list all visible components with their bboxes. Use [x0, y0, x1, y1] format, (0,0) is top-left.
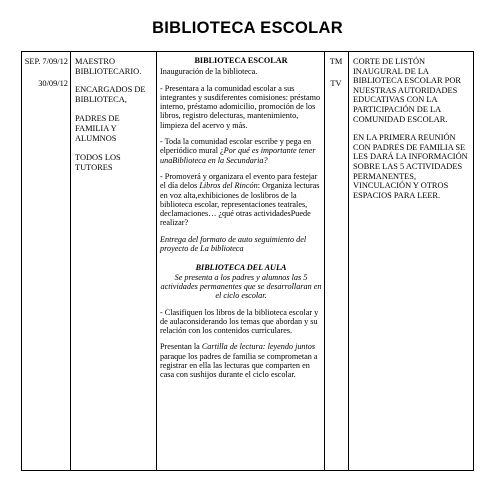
responsible-cell: PADRES DE FAMILIA Y ALUMNOS	[75, 114, 120, 143]
observations-column	[353, 57, 471, 207]
activity-text: Presentan la Cartilla de lectura: leyendo juntos paraque los padres de familia se comprometan a registrar en ella las lecturas que comparten en casa con sushijos durante el ciclo escolar.	[160, 342, 318, 380]
technique-cell: TV	[330, 78, 342, 88]
date-cell: SEP. 7/09/12	[24, 57, 68, 66]
date-cell: 30/09/12	[38, 78, 68, 88]
date-column	[24, 57, 68, 95]
column-divider	[156, 52, 157, 470]
technique-column	[326, 57, 346, 95]
activities-column	[160, 56, 322, 387]
activity-text: Se presenta a los padres y alumnos las 5 actividades permanentes que se desarrollaran en el ciclo escolar.	[160, 272, 322, 301]
page-title: BIBLIOTECA ESCOLAR	[152, 19, 343, 37]
column-divider	[348, 52, 349, 470]
responsible-column	[75, 57, 153, 179]
responsible-cell: ENCARGADOS DE BIBLIOTECA,	[75, 85, 146, 104]
activity-text: - Toda la comunidad escolar escribe y pega en elperiódico mural ¿Por qué es importante tener unaBiblioteca en la Secundaria?	[160, 137, 316, 165]
activity-text: Inauguración de la biblioteca.	[160, 67, 258, 77]
section-heading: BIBLIOTECA ESCOLAR	[194, 56, 288, 65]
section-heading: BIBLIOTECA DEL AULA	[195, 263, 287, 273]
column-divider	[324, 52, 325, 470]
activity-text: - Presentara a la comunidad escolar a sus integrantes y susdiferentes comisiones: préstamo interno, préstamo adomicilio, promoción de los libros, registro delecturas, mantenimiento, limpieza del acervo y más.	[160, 83, 321, 130]
activity-text: - Promoverá y organizara el evento para festejar el día delos Libros del Rincón: Organiza lecturas en voz alta,exhibiciones de loslibros de la biblioteca escolar, representaciones teatrales, declamaciones… ¿qué otras actividadesPuede realizar?	[160, 171, 320, 228]
observation-cell: EN LA PRIMERA REUNIÓN CON PADRES DE FAMILIA SE LES DARÁ LA INFORMACIÓN SOBRE LAS 5 ACTIVIDADES PERMANENTES, VINCULACIÓN Y OTROS ESPACIOS PARA LEER.	[353, 133, 468, 200]
activity-text: - Clasifiquen los libros de la biblioteca escolar y de aulaconsiderando los temas que abordan y su relación con los contenidos curriculares.	[160, 307, 319, 336]
column-divider	[70, 52, 71, 470]
activity-text: Entrega del formato de auto seguimiento del proyecto de La biblioteca	[160, 234, 307, 254]
responsible-cell: TODOS LOS TUTORES	[75, 153, 121, 172]
observation-cell: CORTE DE LISTÓN INAUGURAL DE LA BIBLIOTECA ESCOLAR POR NUESTRAS AUTORIDADES EDUCATIVAS CON LA PARTICIPACIÓN DE LA COMUNIDAD ESCOLAR.	[353, 57, 461, 124]
technique-cell: TM	[329, 57, 343, 66]
responsible-cell: MAESTRO BIBLIOTECARIO.	[75, 57, 142, 76]
activity-table	[21, 51, 474, 471]
